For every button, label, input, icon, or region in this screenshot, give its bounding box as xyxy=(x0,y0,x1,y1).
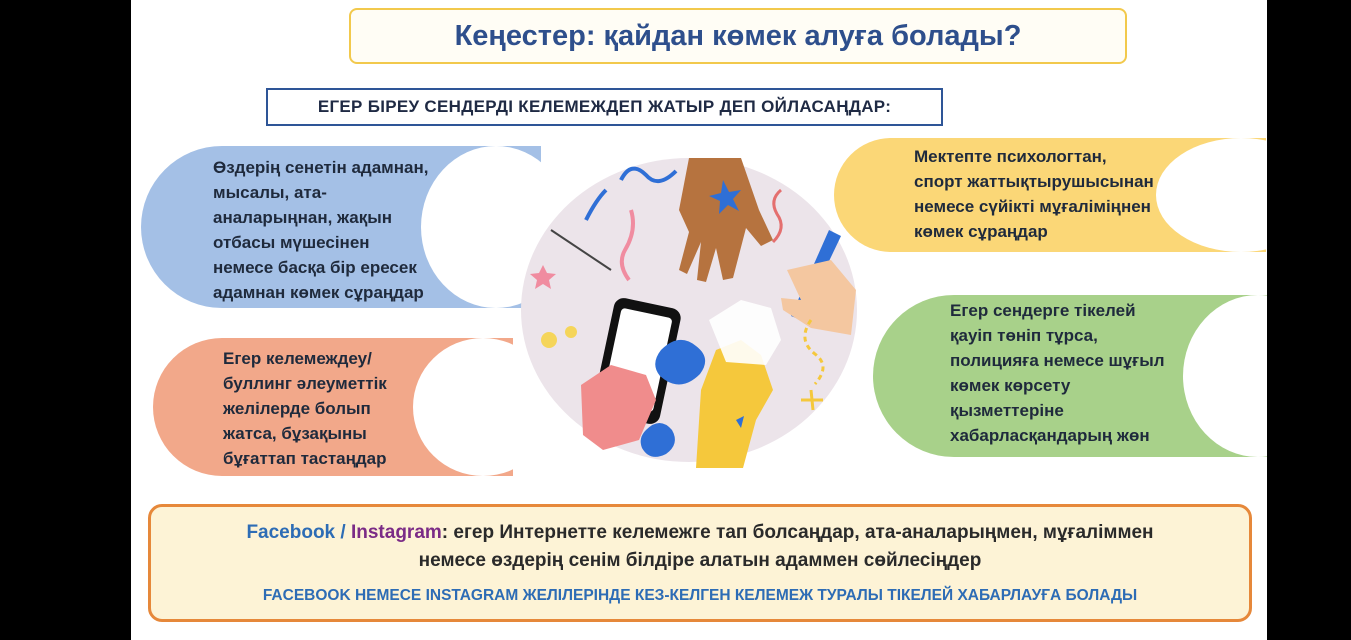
slide-subtitle: ЕГЕР БІРЕУ СЕНДЕРДІ КЕЛЕМЕЖДЕП ЖАТЫР ДЕП ОЙЛАСАҢДАР: xyxy=(317,97,892,116)
social-media-advice-box xyxy=(148,504,1252,622)
bottom-advice-text: Facebook / Instagram: егер Интернетте келемежге тап болсаңдар, ата-аналарыңмен, мұғаліммен немесе өздерің сенім білдіре алатын адаммен сөйлесіңдер xyxy=(246,522,1154,571)
facebook-label: Facebook xyxy=(246,522,336,543)
tip-trusted-adult-text: Өздерің сенетін адамнан, мысалы, ата- аналарыңнан, жақын отбасы мүшесінен немесе басқа бір ересек адамнан көмек сұраңдар xyxy=(213,158,429,302)
slide-title: Кеңестер: қайдан көмек алуға болады? xyxy=(454,19,1022,52)
instagram-label: Instagram xyxy=(350,522,442,543)
tip-school xyxy=(834,138,1266,252)
subtitle-box xyxy=(266,88,943,126)
tip-danger-text: Егер сендерге тікелей қауіп төніп тұрса, полицияға немесе шұғыл көмек көрсету қызметтеріне хабарласқандарың жөн xyxy=(950,301,1165,445)
tip-school-text: Мектепте психологтан, спорт жаттықтырушысынан немесе сүйікті мұғаліміңнен көмек сұраңдар xyxy=(914,147,1154,241)
tip-social-media xyxy=(153,338,513,476)
hands-phone-illustration xyxy=(511,150,871,468)
report-text: FACEBOOK НЕМЕСЕ INSTAGRAM ЖЕЛІЛЕРІНДЕ КЕЗ-КЕЛГЕН КЕЛЕМЕЖ ТУРАЛЫ ТІКЕЛЕЙ ХАБАРЛАУҒА БОЛАДЫ xyxy=(262,587,1138,604)
tip-danger xyxy=(873,295,1267,457)
tip-social-media-text: Егер келемеждеу/ буллинг әлеуметтік желілерде болып жатса, бұзақыны бұғаттап тастаңдар xyxy=(223,349,387,468)
title-box xyxy=(349,8,1127,64)
tip-trusted-adult xyxy=(141,146,541,308)
slide xyxy=(131,0,1267,640)
